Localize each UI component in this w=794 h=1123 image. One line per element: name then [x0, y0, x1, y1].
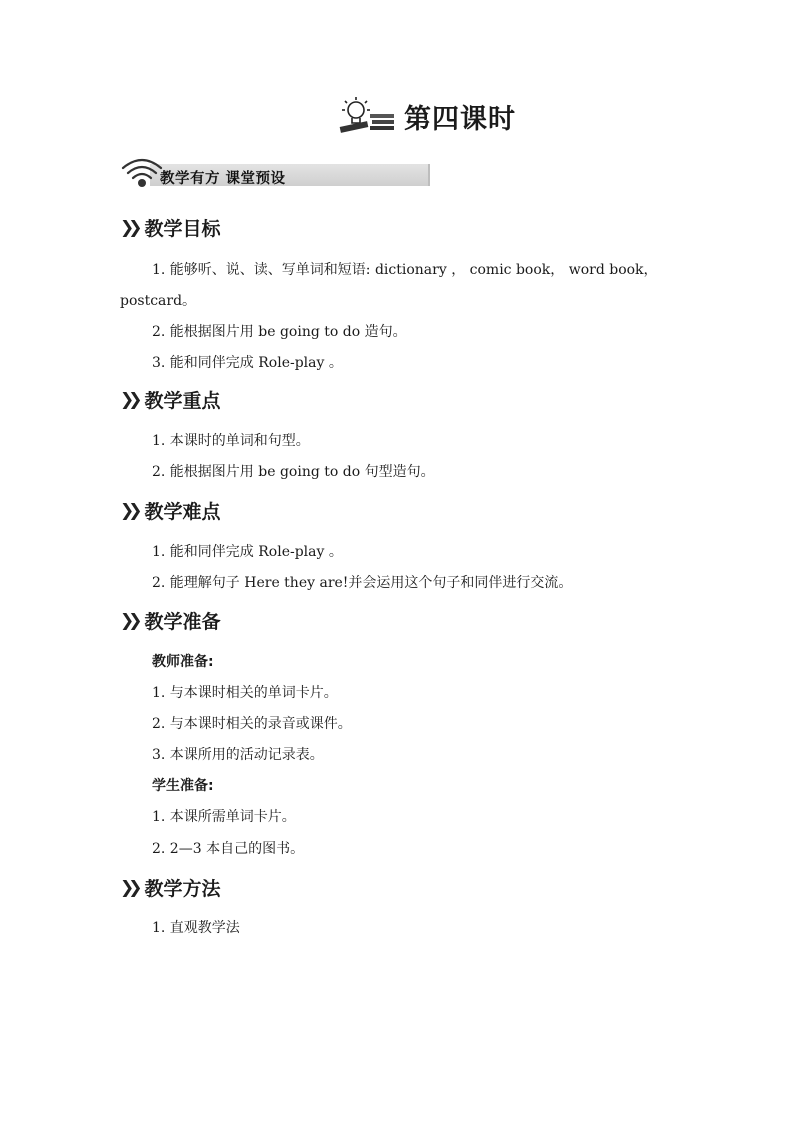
teacher-prep-item: 3. 本课所用的活动记录表。 [152, 747, 324, 763]
student-prep-label: 学生准备: [152, 778, 214, 794]
teacher-prep-item: 1. 与本课时相关的单词卡片。 [152, 685, 338, 701]
teacher-prep-label: 教师准备: [152, 654, 214, 670]
double-chevron-icon: ❯❯ [120, 877, 137, 898]
method-item: 1. 直观教学法 [152, 920, 240, 936]
section-heading-methods: ❯❯ 教学方法 [120, 877, 221, 900]
student-prep-item: 2. 2—3 本自己的图书。 [152, 841, 305, 857]
key-point-item: 2. 能根据图片用 be going to do 句型造句。 [152, 464, 435, 480]
section-heading-key-points: ❯❯ 教学重点 [120, 389, 221, 412]
double-chevron-icon: ❯❯ [120, 217, 137, 238]
double-chevron-icon: ❯❯ [120, 500, 137, 521]
double-chevron-icon: ❯❯ [120, 610, 137, 631]
lightbulb-books-icon [336, 96, 398, 136]
goal-item: 3. 能和同伴完成 Role-play 。 [152, 355, 343, 371]
difficulty-item: 2. 能理解句子 Here they are!并会运用这个句子和同伴进行交流。 [152, 575, 573, 591]
student-prep-item: 1. 本课所需单词卡片。 [152, 809, 296, 825]
difficulty-item: 1. 能和同伴完成 Role-play 。 [152, 544, 343, 560]
goal-item: 2. 能根据图片用 be going to do 造句。 [152, 324, 407, 340]
goal-item: 1. 能够听、说、读、写单词和短语: dictionary ， comic book， word book， [152, 262, 658, 278]
section-heading-goals: ❯❯ 教学目标 [120, 217, 221, 240]
teacher-prep-item: 2. 与本课时相关的录音或课件。 [152, 716, 352, 732]
page-title: 第四课时 [404, 103, 516, 135]
section-banner [120, 154, 320, 190]
double-chevron-icon: ❯❯ [120, 389, 137, 410]
title-row [336, 94, 516, 138]
banner-text: 教学有方 课堂预设 [160, 171, 286, 187]
section-heading-preparation: ❯❯ 教学准备 [120, 610, 221, 633]
section-heading-difficulties: ❯❯ 教学难点 [120, 500, 221, 523]
goal-item-continued: postcard。 [120, 293, 197, 309]
wifi-signal-icon [120, 154, 164, 190]
key-point-item: 1. 本课时的单词和句型。 [152, 433, 310, 449]
